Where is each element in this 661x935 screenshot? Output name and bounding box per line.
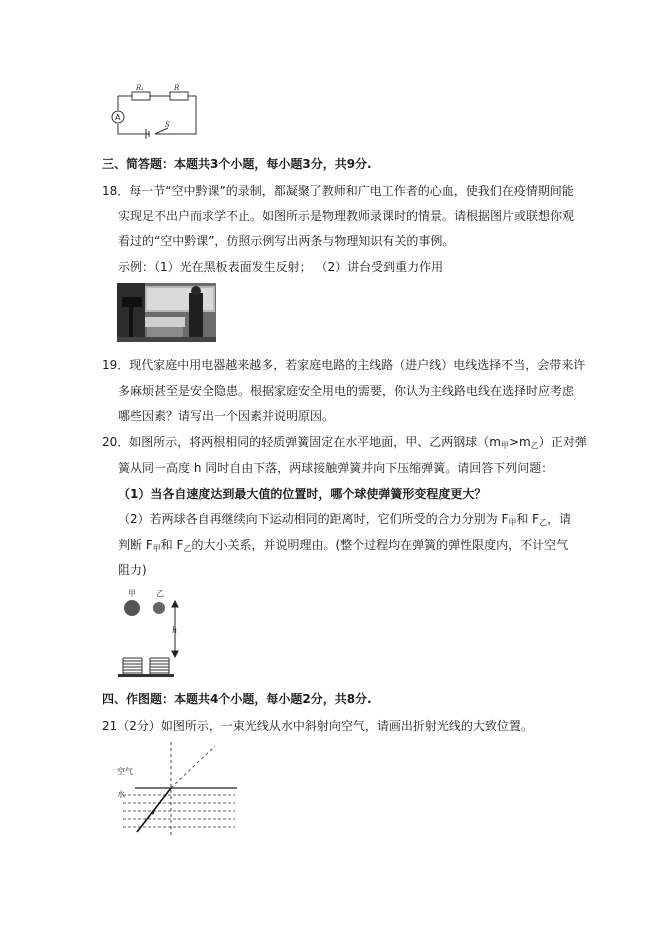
- svg-text:R: R: [174, 84, 180, 92]
- ball-yi: [153, 602, 165, 614]
- q20-line-5: 判断 $F_甲$和 $F_乙$的大小关系，并说明理由。(整个过程均在弹簧的弹性限度内，不计空气: [118, 538, 569, 553]
- resistor-r1: [132, 92, 150, 100]
- q21-line-1: 21（2分）如图所示，一束光线从水中斜射向空气，请画出折射光线的大致位置。: [102, 719, 533, 733]
- svg-text:乙: 乙: [156, 589, 164, 598]
- circuit-diagram: [108, 82, 200, 140]
- svg-text:A: A: [115, 113, 121, 122]
- svg-text:甲: 甲: [128, 589, 136, 598]
- q19-line-2: 多麻烦甚至是安全隐患。根据家庭安全用电的需要，你认为主线路电线在选择时应考虑: [118, 384, 575, 398]
- svg-text:空气: 空气: [117, 767, 133, 776]
- section-4-heading: 四、作图题：本题共4个小题，每小题2分，共8分.: [102, 692, 372, 706]
- ball-jia: [124, 600, 140, 616]
- spring-left: [123, 658, 142, 673]
- q20-line-6: 阻力): [118, 563, 147, 577]
- q18-line-3: 看过的“空中黔课”，仿照示例写出两条与物理知识有关的事例。: [118, 234, 455, 248]
- section-3-heading: 三、简答题：本题共3个小题，每小题3分，共9分.: [102, 157, 372, 171]
- svg-text:h: h: [172, 626, 178, 635]
- classroom-photo: [117, 283, 216, 342]
- q20-line-2: 簧从同一高度 h 同时自由下落，两球接触弹簧并向下压缩弹簧。请回答下列问题：: [118, 461, 554, 475]
- spring-right: [150, 658, 169, 673]
- svg-text:S: S: [165, 121, 170, 129]
- springs-balls-figure: [118, 586, 188, 681]
- q18-line-1: 18．每一节“空中黔课”的录制，都凝聚了教师和广电工作者的心血，使我们在疫情期间能: [102, 184, 574, 198]
- q20-part-2: （2）若两球各自再继续向下运动相同的距离时，它们所受的合力分别为 $F_甲$和 $F_乙$，请: [118, 512, 572, 527]
- refraction-figure: [115, 740, 240, 840]
- ground: [118, 674, 174, 677]
- svg-text:R₁: R₁: [136, 84, 145, 92]
- q18-line-2: 实现足不出户而求学不止。如图所示是物理教师录课时的情景。请根据图片或联想你观: [118, 209, 575, 223]
- q20-part-1: （1）当各自速度达到最大值的位置时，哪个球使弹簧形变程度更大？: [118, 487, 487, 501]
- q19-line-1: 19．现代家庭中用电器越来越多，若家庭电路的主线路（进户线）电线选择不当，会带来许: [102, 358, 586, 372]
- q18-example: 示例：（1）光在黑板表面发生反射； （2）讲台受到重力作用: [118, 260, 444, 274]
- svg-text:水: 水: [117, 790, 125, 799]
- q20-line-1: 20．如图所示，将两根相同的轻质弹簧固定在水平地面，甲、乙两钢球$(m_甲>m_乙)$正对弹: [102, 435, 587, 450]
- q19-line-3: 哪些因素？请写出一个因素并说明原因。: [118, 409, 335, 423]
- resistor-r2: [170, 92, 188, 100]
